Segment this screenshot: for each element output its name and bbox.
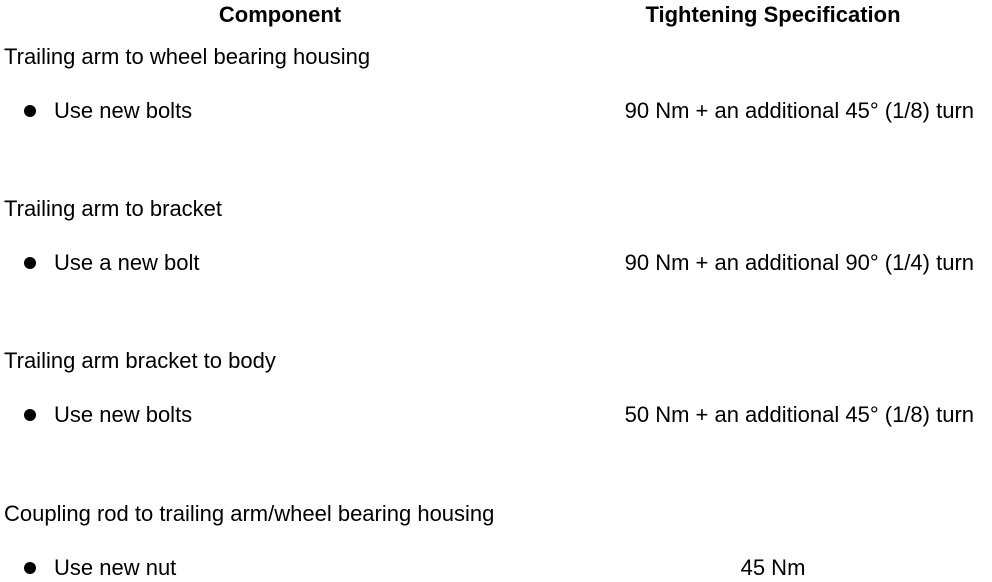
component-note: Use new bolts bbox=[54, 98, 193, 123]
component-note-row bbox=[0, 97, 992, 125]
component-note: Use a new bolt bbox=[54, 250, 200, 275]
table-row bbox=[0, 347, 992, 487]
component-note-row bbox=[0, 249, 992, 277]
tightening-specification: 45 Nm bbox=[740, 555, 806, 580]
component-note: Use new nut bbox=[54, 555, 177, 580]
bullet-icon bbox=[24, 257, 36, 269]
tightening-specification: 90 Nm + an additional 45° (1/8) turn bbox=[624, 98, 974, 123]
tightening-specification: 50 Nm + an additional 45° (1/8) turn bbox=[624, 402, 974, 427]
table-row bbox=[0, 500, 992, 582]
bullet-icon bbox=[24, 562, 36, 574]
component-note-row bbox=[0, 401, 992, 429]
component-name: Trailing arm to bracket bbox=[4, 196, 223, 221]
component-name: Trailing arm to wheel bearing housing bbox=[4, 44, 371, 69]
component-note-row bbox=[0, 554, 992, 582]
table-row bbox=[0, 195, 992, 335]
component-name: Trailing arm bracket to body bbox=[4, 348, 276, 373]
bullet-icon bbox=[24, 105, 36, 117]
bullet-icon bbox=[24, 409, 36, 421]
specification-column-header: Tightening Specification bbox=[645, 2, 901, 27]
component-name: Coupling rod to trailing arm/wheel bearing housing bbox=[4, 501, 495, 526]
tightening-specification: 90 Nm + an additional 90° (1/4) turn bbox=[624, 250, 974, 275]
component-column-header: Component bbox=[218, 2, 342, 27]
component-note: Use new bolts bbox=[54, 402, 193, 427]
table-row bbox=[0, 43, 992, 183]
